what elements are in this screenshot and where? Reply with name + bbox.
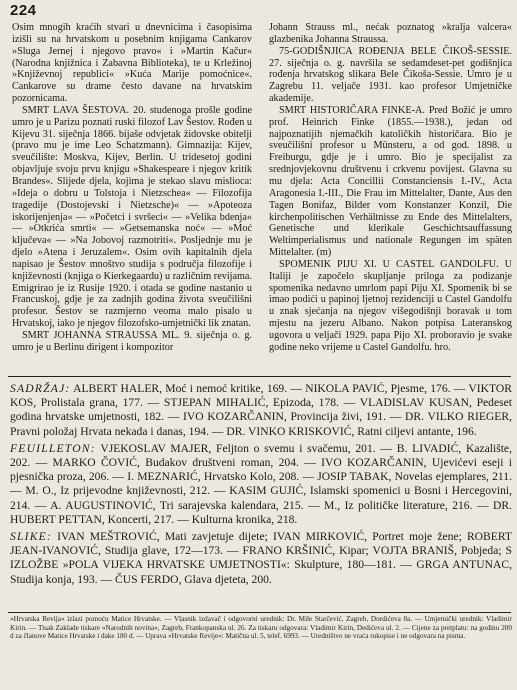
contents-label: SADRŽAJ: — [10, 382, 71, 395]
paragraph-pius-monument: SPOMENIK PIJU XI. U CASTEL GANDOLFU. U Italiji je započelo skupljanje priloga za podizanje spomenika nedavno umrlom papi Piju XI. Spomenik bi se imao podići u papinoj ljetnoj rezidenciji u Castel Gandolfu u znak sjećanja na njegov višegodišnji boravak u tom mjestu na jezeru Albano. Nakon potpisa Lateranskog ugovora u veljači 1929. papa Pijo XI. proboravio je svake godine neko vrijeme u Castel Gandolfu. hro. — [269, 258, 512, 353]
contents-label: FEUILLETON: — [10, 441, 96, 455]
contents-text: ALBERT HALER, Moć i nemoć kritike, 169. — NIKOLA PAVIĆ, Pjesme, 176. — VIKTOR KOS, Prolistala grana, 177. — STJEPAN MIHALIĆ, Epizoda, 178. — VLADISLAV KUSAN, Pedeset godina hrvatske umjetnosti, 182. — IVO KOZARČANIN, Provincija živi, 191. — DR. VILKO RIEGER, Pravni položaj Hrvata nekada i danas, 194. — DR. VINKO KRISKOVIĆ, Ratni ciljevi antante, 196. — [10, 382, 512, 438]
contents-section-feuilleton — [10, 442, 512, 527]
paragraph-strauss-start: SMRT JOHANNA STRAUSSA ML. 9. siječnja o. g. umro je u Berlinu dirigent i kompozitor — [12, 329, 252, 353]
contents-section-slike — [10, 530, 512, 587]
paragraph-sestov: SMRT LAVA ŠESTOVA. 20. studenoga prošle godine umro je u Parizu poznati ruski filozof Lav Šestov. Rođen u Kijevu 31. siječnja 1866. bijaše odvjetak židovske obitelji (pravo mu je ime Leo Schatzmann). Gimnazija: Kijev, sveučilište: Moskva, Kijev, Berlin. U tridesetoj godini objavljuje svoju prvu knjigu »Shakespeare i njegov kritik Brandes«. Slijede djela, kojima je stekao slavu mislioca: »Ideja o dobru u Tolstoja i Nietzschea« — Filozofija tragedije (Dostojevski i Nietzsche)« — »Apoteoza iskorijenjenja« — »Početci i svršeci« — »Velika bdenja« — »Otkrića smrti« — »Getsemanska noć« — »Moć ključeva« — »Na Jobovoj razmotriti«. Posljednje mu je djelo »Atena i Jeruzalem«. Osim ovih kapitalnih djela napisao je Šestov mnoštvo studija s područja filozofije i književnosti (knjiga o Kierkegaardu) u različnim revijama. Emigrirao je iz Rusije 1920. i otada se godine nastanio u Francuskoj, gdje je za zadnjih godina života sveučilišni profesor. Šestov se razmjerno veoma malo pisalo u Hrvatskoj, iako je njegov filozofsko-umjetnički lik znatan. — [12, 104, 252, 330]
contents-label: SLIKE: — [10, 530, 52, 544]
contents-text: VJEKOSLAV MAJER, Feljton o svemu i svačemu, 201. — B. LIVADIĆ, Kazalište, 202. — MARKO ČOVIĆ, Budakov društveni roman, 204. — IVO KOZARČANIN, Ujevićevi eseji i pjesnička proza, 206. — I. MEZNARIĆ, Hrvatsko Kolo, 208. — JOSIP TABAK, Novelas ejemplares, 211. — M. O., Iz prijevodne književnosti, 212. — KASIM GUJIĆ, Islamski spomenici u Bosni i Hercegovini, 214. — A. AUGUSTINOVIĆ, Tri sarajevska kalendara, 215. — M., Iz političke literature, 216. — DR. HUBERT PETTAN, Koncerti, 217. — Kulturna kronika, 218. — [10, 441, 512, 526]
table-of-contents — [10, 382, 512, 607]
contents-text: IVAN MEŠTROVIĆ, Mati zavjetuje dijete; IVAN MIRKOVIĆ, Portret moje žene; ROBERT JEAN-IVANOVIĆ, Studija glave, 172—173. — FRANO KRŠINIĆ, Kipar; VOJTA BRANIŠ, Pobjeda; S IZLOŽBE »POLA VIJEKA HRVATSKE UMJETNOSTI«: Skulpture, 180—181. — GRGA ANTUNAC, Studija konja, 193. — ČUS FERDO, Glava djeteta, 200. — [10, 530, 512, 586]
imprint: »Hrvatska Revija« izlazi pomoću Matice Hrvatske. — Vlasnik izdavač i odgovorni urednik: Dr. Mile Starčević, Zagreb, Dordićeva 8a. — Umjetnički urednik: Vladimir Kirin. — Tisak Zaklade tiskare »Narodnih novina«, Zagreb, Frankopanska ul. 26. Za tiskaru odgovara: Vladimir Kirin, Dedićeva ul. 2. — Cijene za pretplatu: na godinu 200 d za članove Matice Hrvatske i dake 180 d. — Uprava »Hrvatske Revije«: Matična ul. 5, telef. 6993. — Uredništvo ne vraća rukopise i ne odgovara na pisma. — [10, 615, 512, 641]
right-column — [269, 22, 512, 372]
imprint-divider — [8, 612, 511, 613]
contents-section-sadrzaj — [10, 382, 512, 439]
page-number: 224 — [10, 2, 37, 19]
paragraph-cankar: Osim mnogih kraćih stvari u dnevnicima i časopisima izišli su na hrvatskom u posebnim knjigama Cankarov »Sluga Jernej i njegovo pravo« i »Martin Kačur« (Narodna knjižnica i Zabavna Biblioteka), te u Krležinoj »Književnoj republici« »Kuća Marije pomoćnice«. Cankarove su drame često davane na hrvatskim pozornicama. — [12, 22, 252, 105]
paragraph-finke: SMRT HISTORIČARA FINKE-A. Pred Božić je umro prof. Heinrich Finke (1855.—1938.), jedan od najpoznatijih njemačkih katoličkih historičara. Bio je sveučilišni profesor u Münsteru, a od god. 1898. u Freiburgu, gdje je i umro. Bio je specijalist za srednjovjekovnu društvenu i crkvenu povijest. Glavna su mu djela: Acta Concillii Constanciensis I.-IV., Acta Aragonesia I.-III., Die Frau im Mittelalter, Dante, Aus den Tagen Bonifaz, Bilder vom Konstanzer Konzil, Die kirchenpolitischen Verhältnisse zu Ende des Mittelalters, Genetische und klerikale Geschichtsauffassung Weltimperialismus und nationale Regungen im späten Mittelalter. (m) — [269, 104, 512, 259]
section-divider — [8, 376, 511, 377]
left-column — [12, 22, 252, 372]
paragraph-strauss-end: Johann Strauss ml., nećak poznatog »kralja valcera« glazbenika Johanna Straussa. — [269, 22, 512, 45]
paragraph-cikos-sessia: 75-GODIŠNJICA ROĐENJA BELE ČIKOŠ-SESSIE. 27. siječnja o. g. navršila se sedamdeset-pet godišnjica rođenja hrvatskog slikara Bele Čikoša-Sessie. Umro je u Zagrebu 11. veljače 1931. kao profesor Umjetničke akademije. — [269, 45, 512, 105]
news-columns — [12, 22, 512, 372]
